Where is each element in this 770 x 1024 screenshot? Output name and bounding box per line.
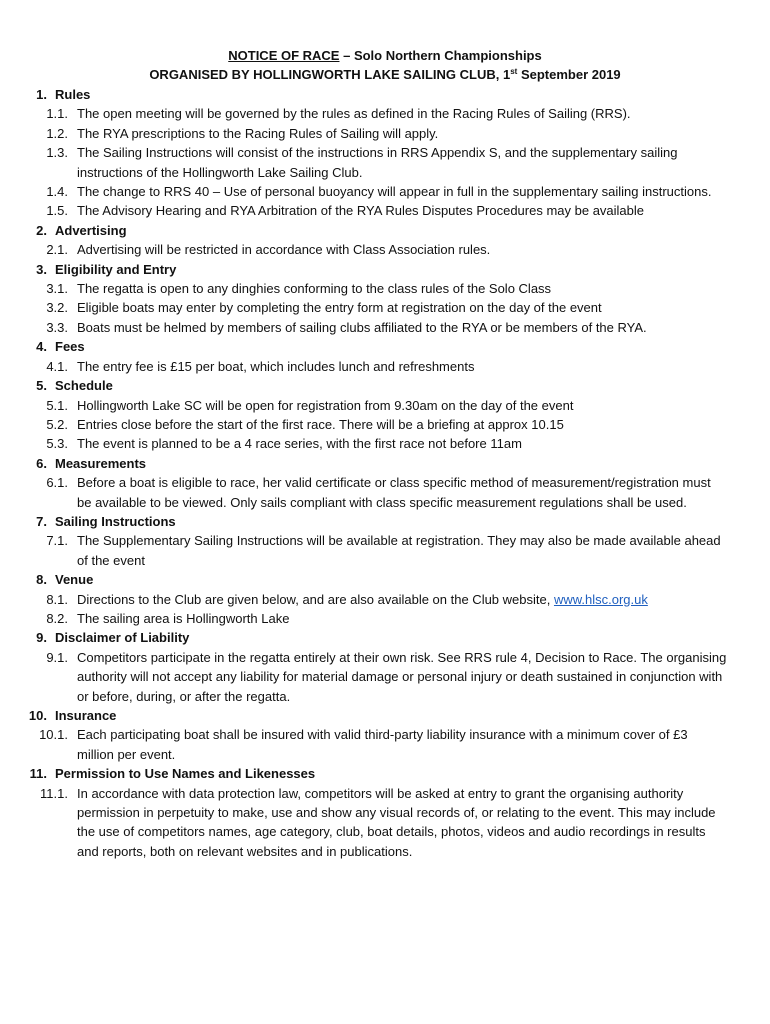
section-title: Fees — [55, 339, 85, 355]
notice-title — [0, 46, 770, 65]
item-text: In accordance with data protection law, competitors will be asked at entry to grant the organising authority permission in perpetuity to make, use and show any visual records of, or relating to the event. This may include the use of competitors names, age category, club, boat details, photos, videos and audio recordings in results and reports, both on relevant websites and in publications. — [77, 785, 716, 859]
subtitle-sup: st — [510, 67, 518, 77]
item-number: 1.1. — [46, 106, 68, 122]
section-number: 3. — [36, 261, 47, 277]
item-number: 1.2. — [46, 125, 68, 141]
section-heading — [0, 85, 770, 104]
item-number: 1.5. — [46, 203, 68, 219]
list-item — [0, 201, 770, 220]
list-item — [0, 124, 770, 143]
section-number: 6. — [36, 455, 47, 471]
item-number: 5.1. — [46, 397, 68, 413]
title-rest: – Solo Northern Championships — [339, 48, 542, 63]
item-number: 7.1. — [46, 533, 68, 549]
item-text: The Sailing Instructions will consist of the instructions in RRS Appendix S, and the supplementary sailing instructions of the Hollingworth Lake Sailing Club. — [77, 145, 678, 180]
list-item — [0, 725, 770, 764]
item-number: 8.1. — [46, 591, 68, 607]
section-number: 10. — [28, 708, 47, 723]
list-item — [0, 415, 770, 434]
item-text: The open meeting will be governed by the rules as defined in the Racing Rules of Sailing (RRS). — [77, 106, 631, 122]
item-number: 5.3. — [46, 436, 68, 452]
item-number: 11.1. — [40, 785, 68, 801]
section-title: Rules — [55, 87, 91, 102]
section-title: Disclaimer of Liability — [55, 630, 190, 646]
section-heading — [0, 260, 770, 279]
notice-subtitle — [0, 65, 770, 84]
section-number: 5. — [36, 378, 47, 394]
section-heading — [0, 454, 770, 473]
list-item — [0, 531, 770, 570]
section-number: 7. — [36, 513, 47, 529]
item-text: The event is planned to be a 4 race series, with the first race not before 11am — [77, 436, 522, 452]
section-number: 1. — [36, 87, 47, 102]
item-text: Boats must be helmed by members of sailing clubs affiliated to the RYA or be members of the RYA. — [77, 319, 647, 335]
item-text: Competitors participate in the regatta entirely at their own risk. See RRS rule 4, Decision to Race. The organising authority will not accept any liability for material damage or personal injury or death sustained in conjunction with or before, during, or after the regatta. — [77, 649, 727, 704]
section-heading — [0, 706, 770, 725]
item-text: The entry fee is £15 per boat, which includes lunch and refreshments — [77, 358, 475, 374]
item-text: Advertising will be restricted in accordance with Class Association rules. — [77, 242, 491, 258]
section-title: Measurements — [55, 455, 147, 471]
item-number: 1.3. — [46, 145, 68, 161]
section-heading — [0, 764, 770, 783]
notice-header — [0, 46, 770, 85]
item-text: Eligible boats may enter by completing the entry form at registration on the day of the event — [77, 300, 602, 316]
section-title: Advertising — [55, 222, 127, 238]
item-number: 10.1. — [39, 727, 68, 743]
notice-body — [0, 85, 770, 861]
list-item — [0, 298, 770, 317]
item-number: 8.2. — [46, 610, 68, 626]
item-number: 3.3. — [46, 319, 68, 335]
list-item — [0, 318, 770, 337]
list-item — [0, 357, 770, 376]
list-item — [0, 104, 770, 123]
section-title: Venue — [55, 572, 94, 588]
list-item — [0, 609, 770, 628]
list-item — [0, 182, 770, 201]
section-title: Sailing Instructions — [55, 513, 176, 529]
section-title: Permission to Use Names and Likenesses — [55, 766, 316, 782]
list-item — [0, 590, 770, 609]
section-heading — [0, 512, 770, 531]
item-text: The Advisory Hearing and RYA Arbitration of the RYA Rules Disputes Procedures may be available — [77, 203, 645, 219]
item-number: 6.1. — [46, 475, 68, 491]
list-item — [0, 240, 770, 259]
club-website-link[interactable]: www.hlsc.org.uk — [553, 591, 648, 607]
item-text: Each participating boat shall be insured with valid third-party liability insurance with a minimum cover of £3 million per event. — [77, 727, 688, 762]
section-number: 11. — [29, 766, 47, 782]
list-item — [0, 143, 770, 182]
item-text: The Supplementary Sailing Instructions will be available at registration. They may also be made available ahead of the event — [77, 533, 721, 568]
section-heading — [0, 628, 770, 647]
section-number: 2. — [36, 222, 47, 238]
item-number: 1.4. — [46, 184, 68, 200]
item-number: 5.2. — [46, 416, 68, 432]
section-number: 4. — [36, 339, 47, 355]
section-title: Eligibility and Entry — [55, 261, 177, 277]
item-number: 3.1. — [46, 281, 68, 297]
title-underlined: NOTICE OF RACE — [228, 48, 340, 63]
section-title: Insurance — [55, 708, 117, 723]
section-number: 8. — [36, 572, 47, 588]
list-item — [0, 396, 770, 415]
item-text: Entries close before the start of the first race. There will be a briefing at approx 10.15 — [77, 416, 564, 432]
list-item — [0, 648, 770, 706]
list-item — [0, 434, 770, 453]
list-item — [0, 279, 770, 298]
item-number: 4.1. — [46, 358, 68, 374]
item-text: The change to RRS 40 – Use of personal buoyancy will appear in full in the supplementary sailing instructions. — [77, 184, 712, 200]
item-text: Directions to the Club are given below, and are also available on the Club website, — [77, 591, 554, 607]
section-number: 9. — [36, 630, 47, 646]
section-heading — [0, 221, 770, 240]
item-number: 2.1. — [46, 242, 68, 258]
list-item — [0, 473, 770, 512]
item-number: 9.1. — [46, 649, 68, 665]
item-text: The sailing area is Hollingworth Lake — [77, 610, 290, 626]
list-item — [0, 784, 770, 862]
section-heading — [0, 376, 770, 395]
item-number: 3.2. — [46, 300, 68, 316]
subtitle-end: September 2019 — [517, 67, 621, 83]
item-text: Hollingworth Lake SC will be open for registration from 9.30am on the day of the event — [77, 397, 574, 413]
section-heading — [0, 570, 770, 589]
item-text: The regatta is open to any dinghies conforming to the class rules of the Solo Class — [77, 281, 552, 297]
item-text: Before a boat is eligible to race, her valid certificate or class specific method of measurement/registration must be available to be viewed. Only sails compliant with class specific measurement regulations shall be used. — [77, 475, 711, 510]
section-heading — [0, 337, 770, 356]
section-title: Schedule — [55, 378, 113, 394]
item-text: The RYA prescriptions to the Racing Rules of Sailing will apply. — [77, 125, 439, 141]
subtitle-main: ORGANISED BY HOLLINGWORTH LAKE SAILING CLUB, 1 — [149, 67, 511, 83]
